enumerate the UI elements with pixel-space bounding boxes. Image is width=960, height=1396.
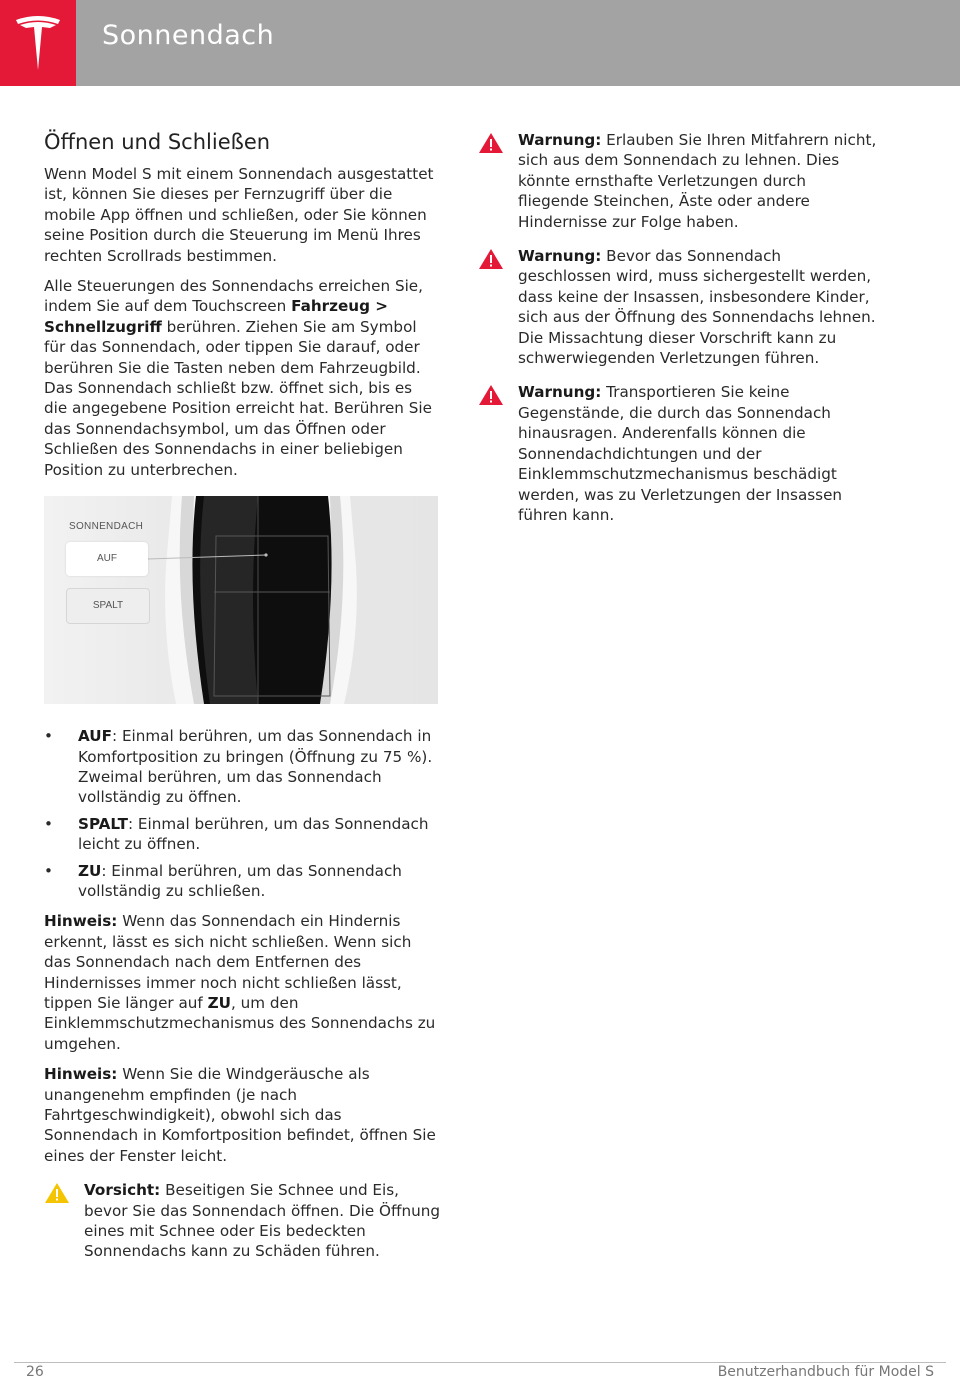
bullet-icon: • — [44, 727, 53, 746]
warning-triangle-icon — [478, 132, 504, 154]
tesla-logo-icon — [14, 14, 62, 72]
intro-paragraph: Wenn Model S mit einem Sonnendach ausgestattet ist, können Sie dieses per Fernzugriff über die mobile App öffnen und schließen, oder Sie können seine Position durch die Steuerung im Menü Ihres rechten Scrollrads bestimmen. — [44, 165, 434, 265]
page-header — [0, 0, 960, 86]
list-item: • AUF: Einmal berühren, um das Sonnendach in Komfortposition zu bringen (Öffnung zu 75 %). Zweimal berühren, um das Sonnendach vollständig zu öffnen. — [44, 727, 433, 807]
sunroof-control-figure — [44, 496, 438, 704]
caution-triangle-icon — [44, 1182, 70, 1204]
key-open: AUF — [78, 727, 112, 746]
warning-triangle-icon — [478, 248, 504, 270]
footer-divider — [14, 1362, 946, 1363]
note-obstacle: Hinweis: Wenn das Sonnendach ein Hindernis erkennt, lässt es sich nicht schließen. Wenn sich das Sonnendach nach dem Entfernen des Hindernisses immer noch nicht schließen lässt, tippen Sie länger auf ZU, um den Einklemmschutzmechanismus des Sonnendachs zu umgehen. — [44, 912, 436, 1053]
note-wind-noise: Hinweis: Wenn Sie die Windgeräusche als unangenehm empfinden (je nach Fahrtgeschwindigkeit), obwohl sich das Sonnendach in Komfortposition befindet, öffnen Sie eines der Fenster leicht. — [44, 1065, 436, 1165]
path-quick-controls: Schnellzugriff — [44, 317, 162, 336]
path-vehicle: Fahrzeug — [291, 297, 370, 316]
left-column — [44, 130, 440, 1276]
list-item: • SPALT: Einmal berühren, um das Sonnendach leicht zu öffnen. — [44, 814, 429, 854]
brand-logo — [0, 0, 76, 86]
page-number: 26 — [26, 1364, 44, 1380]
warning-box: Warnung: Transportieren Sie keine Gegenstände, die durch das Sonnendach hinausragen. Anderenfalls können die Sonnendachdichtungen und der Einklemmschutzmechanismus beschädigt werden, was zu Verletzungen der Insassen führen kann. — [478, 382, 878, 525]
right-column — [478, 130, 878, 539]
bullet-icon: • — [44, 814, 53, 833]
key-vent: SPALT — [78, 814, 128, 833]
warning-box: Warnung: Erlauben Sie Ihren Mitfahrern nicht, sich aus dem Sonnendach zu lehnen. Dies könnte ernsthafte Verletzungen durch fliegende Steinchen, Äste oder andere Hindernisse zur Folge haben. — [478, 130, 878, 232]
heading-open-close: Öffnen und Schließen — [44, 130, 271, 154]
controls-paragraph: Alle Steuerungen des Sonnendachs erreichen Sie, indem Sie auf dem Touchscreen Fahrzeug > Schnellzugriff berühren. Ziehen Sie am Symbol für das Sonnendach, oder tippen Sie darauf, oder berühren Sie die Tasten neben dem Fahrzeugbild. Das Sonnendach schließt bzw. öffnet sich, bis es die angegebene Position erreicht hat. Berühren Sie das Sonnendachsymbol, um das Öffnen oder Schließen des Sonnendachs in einer beliebigen Position zu unterbrechen. — [44, 277, 432, 479]
vent-button[interactable]: SPALT — [66, 588, 150, 624]
button-list — [44, 726, 440, 901]
section-title: Sonnendach — [102, 20, 275, 51]
warning-box: Warnung: Bevor das Sonnendach geschlossen wird, muss sichergestellt werden, dass keine der Insassen, insbesondere Kinder, sich aus der Öffnung des Sonnendachs lehnen. Die Missachtung dieser Vorschrift kann zu schwerwiegenden Verletzungen führen. — [478, 246, 878, 368]
manual-title: Benutzerhandbuch für Model S — [717, 1364, 934, 1380]
figure-label-sunroof: SONNENDACH — [69, 521, 144, 533]
bullet-icon: • — [44, 861, 53, 880]
open-button[interactable]: AUF — [66, 542, 148, 576]
caution-box: Vorsicht: Beseitigen Sie Schnee und Eis, bevor Sie das Sonnendach öffnen. Die Öffnung eines mit Schnee oder Eis bedeckten Sonnendachs kann zu Schäden führen. — [44, 1180, 440, 1262]
warning-triangle-icon — [478, 384, 504, 406]
key-close: ZU — [78, 861, 102, 880]
list-item: • ZU: Einmal berühren, um das Sonnendach vollständig zu schließen. — [44, 861, 402, 900]
